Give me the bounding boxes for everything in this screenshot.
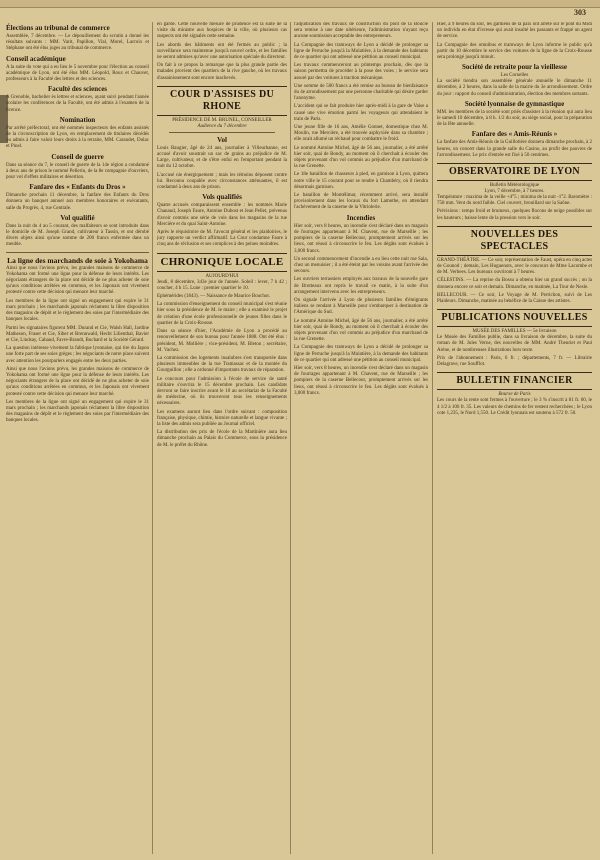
column-4 [437, 22, 592, 854]
article-paragraph: A Grenoble, bachelier ès lettres et sciences, ayant suivi pendant l'année scolaire les conférences de la Faculté, ont été admis à l'examen de la licence. [6, 95, 149, 113]
case-heading: Vols qualifiés [202, 193, 242, 202]
top-margin-strip [0, 0, 600, 8]
article-paragraph: Dans sa séance d'hier, l'Académie de Lyon a procédé au renouvellement de son bureau pour l'année 1888. Ont été élus : président, M. Mollière ; vice-président, M. Bleton ; secrétaire, M. Vachez. [157, 329, 287, 353]
article-paragraph: On signale l'arrivée à Lyon de plusieurs familles d'émigrants italiens se rendant à Marseille pour s'embarquer à destination de l'Amérique du Sud. [294, 297, 428, 316]
article-paragraph: Prix de l'abonnement : Paris, 6 fr. ; départements, 7 fr. — Librairie Delagrave, rue Soufflot. [437, 355, 592, 368]
page-number: 303 [574, 8, 586, 17]
article-paragraph: Prévisions : temps froid et brumeux, quelques flocons de neige possibles sur les hauteurs ; baisse lente de la pression vers le soir. [437, 209, 592, 221]
article-paragraph: BELLECOUR. — Ce soir, Le Voyage de M. Perrichon, suivi de Les Plaideurs. Dimanche, matinée au bénéfice de la Caisse des artistes. [437, 292, 592, 305]
section-title-observatoire: OBSERVATOIRE DE LYON [437, 163, 592, 181]
section-heading: Société lyonnaise de gymnastique [464, 99, 565, 108]
column-3 [294, 22, 428, 854]
article-paragraph: Ainsi que nous l'avions prévu, les grandes maisons de commerce de Yokohama ont formé une ligue pour la défense de leurs intérêts. Les négociants étrangers de la place ont décidé de ne plus acheter de soie qu'aux conditions arrêtées en commun, et les Japonais ont vivement protesté contre cette décision qui menace leur marché. [6, 366, 149, 397]
audience-line: Audience du 7 décembre [197, 123, 247, 129]
section-heading: Vol qualifié [60, 213, 95, 222]
article-paragraph: Parmi les signataires figurent MM. Durand et Cie, Walsh Hall, Jardine Matheson, Fraser et Cie, Siber et Brennwald, Hecht Lilienthal, Bavier et Cie, Lindsay, Cabaud, Favre-Brandt, Buchard et la Société Gérard. [6, 325, 149, 343]
article-paragraph: Les ouvriers terrassiers employés aux travaux de la nouvelle gare de Brotteaux ont repris le travail ce matin, à la suite d'un arrangement intervenu avec les entrepreneurs. [294, 277, 428, 295]
section-title-bulletin-financier: BULLETIN FINANCIER [437, 372, 592, 390]
article-paragraph: CÉLESTINS. — La reprise du Bossu a obtenu hier un grand succès ; on la donnera encore ce soir et demain. Dimanche, en matinée, La Tour de Nesle. [437, 278, 592, 290]
article-paragraph: La distribution des prix de l'école de la Martinière aura lieu dimanche prochain au Palais du Commerce, sous la présidence de M. le préfet du Rhône. [157, 430, 287, 448]
article-paragraph: La Compagnie des tramways de Lyon a décidé de prolonger sa ligne de Perrache jusqu'à la Mulatière, à la demande des habitants de ce quartier qui ont adressé une pétition au conseil municipal. [294, 345, 428, 363]
today-heading: AUJOURD'HUI [205, 273, 239, 279]
article-paragraph: Hier, à 9 heures du soir, les gardiens de la paix ont arrêté sur le pont du Midi un individu en état d'ivresse qui avait insulté les passants et frappé un agent de service. [437, 22, 592, 40]
section-heading: Société de retraite pour la vieillesse [462, 63, 567, 72]
article-paragraph: A la suite du vote qui a eu lieu le 5 novembre pour l'élection au conseil académique de Lyon, ont été élus MM. Léopold, Roux et Chauvet, professeurs à la Faculté des lettres et des sciences. [6, 64, 149, 83]
article-paragraph: Le concours pour l'admission à l'école de service de santé militaire s'ouvrira le 15 décembre prochain. Les candidats devront se faire inscrire avant le 10 au secrétariat de la Faculté de médecine, où ils trouveront tous les renseignements nécessaires. [157, 376, 287, 407]
article-paragraph: MM. les membres de la société sont priés d'assister à la réunion qui aura lieu le samedi 10 décembre, à 8 h. 1/2 du soir, au siège social, pour la préparation de la fête annuelle. [437, 109, 592, 128]
section-heading: Fanfare des « Amis-Réunis » [471, 130, 558, 139]
article-paragraph: Les travaux commenceront au printemps prochain, dès que la saison permettra de procéder à la pose des voies ; le service sera assuré par des voitures à traction mécanique. [294, 63, 428, 81]
section-title-spectacles: NOUVELLES DES SPECTACLES [437, 226, 592, 256]
article-paragraph: La Compagnie des tramways de Lyon a décidé de prolonger sa ligne de Perrache jusqu'à la Mulatière, à la demande des habitants de ce quartier qui ont adressé une pétition au conseil municipal. [294, 42, 428, 61]
section-subheading: Les Cornelles [500, 73, 529, 79]
divider [169, 132, 275, 133]
article-paragraph: Quatre accusés comparaissent ensemble : les nommés Marie Chanaud, Joseph Faure, Antoine Dubost et Jean Pellet, prévenus d'avoir commis une série de vols dans les magasins de la rue Mercière et du quai Saint-Antoine. [157, 203, 287, 227]
section-heading: Incendies [346, 213, 376, 222]
section-heading: Nomination [59, 115, 96, 124]
article-paragraph: Après le réquisitoire de M. l'avocat général et les plaidoiries, le jury rapporte un verdict affirmatif. La Cour condamne Faure à cinq ans de réclusion et ses complices à des peines moindres. [157, 230, 287, 248]
article-paragraph: On fait à ce propos la remarque que la plus grande partie des malades provient des quartiers de la rive gauche, où les travaux d'assainissement sont encore inachevés. [157, 63, 287, 81]
financial-subtitle: Bourse de Paris [498, 392, 531, 398]
article-paragraph: L'accident qui se fait produire hier après-midi à la gare de Vaise a causé une vive émotion parmi les voyageurs qui attendaient le train de Paris. [294, 104, 428, 122]
article-paragraph: Le 18e bataillon de chasseurs à pied, en garnison à Lyon, quittera notre ville le 15 courant pour se rendre à Chambéry, où il tiendra désormais garnison. [294, 172, 428, 190]
article-paragraph: GRAND-THÉÂTRE. — Ce soir, représentation de Faust, opéra en cinq actes de Gounod ; demain, Les Huguenots, avec le concours de Mme Lacombe et de M. Verhees. Les bureaux ouvriront à 7 heures. [437, 257, 592, 276]
presidency-line: PRÉSIDENCE DE M. BRUNEL, CONSEILLER [172, 117, 272, 123]
article-paragraph: Le bataillon de Montélimar, récemment arrivé, sera installé provisoirement dans les locaux du fort Lamothe, en attendant l'achèvement de la caserne de la Vitriolerie. [294, 193, 428, 211]
section-heading: Conseil académique [6, 54, 66, 63]
section-heading: Faculté des sciences [47, 85, 108, 94]
article-paragraph: La question intéresse vivement la fabrique lyonnaise, qui tire du Japon une forte part de ses soies grèges ; les négociants de notre place suivent avec attention les pourparlers engagés entre les deux parties. [6, 346, 149, 364]
column-1 [6, 22, 149, 854]
article-paragraph: Un second commencement d'incendie a eu lieu cette nuit rue Sala, chez un menuisier ; il a été éteint par les voisins avant l'arrivée des secours. [294, 256, 428, 275]
section-title-chronique-locale: CHRONIQUE LOCALE [157, 253, 287, 272]
column-2 [157, 22, 287, 854]
article-paragraph: La Compagnie des omnibus et tramways de Lyon informe le public qu'à partir du 10 décembre le service des voitures de la ligne de la Croix-Rousse sera prolongé jusqu'à minuit. [437, 42, 592, 61]
article-paragraph: La fanfare des Amis-Réunis de la Guillotière donnera dimanche prochain, à 2 heures, un concert dans la grande salle du Casino, au profit des pauvres de l'arrondissement. Le prix d'entrée est fixé à 50 centimes. [437, 140, 592, 158]
article-paragraph: l'adjudication des travaux de construction du pont de la Boucle sera remise à une date ultérieure, l'administration n'ayant reçu aucune soumission acceptable des entrepreneurs. [294, 22, 428, 40]
column-rule [152, 22, 153, 854]
article-paragraph: Louis Baugier, âgé de 24 ans, journalier à Villeurbanne, est accusé d'avoir soustrait un sac de grains au préjudice de M. Large, cultivateur, et de s'être enfui en l'emportant pendant la nuit du 12 octobre. [157, 145, 287, 170]
article-paragraph: Les membres de la ligue ont signé un engagement qui expire le 31 mars prochain ; les marchands japonais réclament la libre disposition des magasins de dépôt et le règlement des soies par l'intermédiaire des banques locales. [6, 298, 149, 323]
article-paragraph: L'accusé nie énergiquement ; mais les témoins déposent contre lui. Reconnu coupable avec circonstances atténuantes, il est condamné à deux ans de prison. [157, 172, 287, 191]
section-title-cour-assises: COUR D'ASSISES DU RHONE [157, 86, 287, 116]
article-paragraph: Hier soir, vers 8 heures, un incendie s'est déclaré dans un magasin de fourrages appartenant à M. Chavent, rue de Marseille ; les pompiers de la caserne Bellecour, promptement arrivés sur les lieux, ont réussi à circonscrire le feu. Les dégâts sont évalués à 3,000 francs. [294, 223, 428, 254]
article-paragraph: Dans sa séance du 7, le conseil de guerre de la 14e région a condamné à deux ans de prison le nommé Pellerin, de la 8e compagnie d'ouvriers, pour vol d'effets militaires et désertion. [6, 162, 149, 181]
article-paragraph: Assemblée, 7 décembre. — Le dépouillement du scrutin a donné les résultats suivants : MM. Varit, Papillon, Vial, Morel, Lacroix et Stéphane ont été élus juges au tribunal de commerce. [6, 34, 149, 52]
article-paragraph: Les membres de la ligue ont signé un engagement qui expire le 31 mars prochain ; les marchands japonais réclament la libre disposition des magasins de dépôt et le règlement des soies par l'intermédiaire des banques locales. [6, 399, 149, 424]
article-paragraph: Jeudi, 8 décembre, 343e jour de l'année. Soleil : lever, 7 h 42 ; coucher, 4 h 15. Lune : premier quartier le 10. [157, 279, 287, 291]
article-paragraph: La société tiendra son assemblée générale annuelle le dimanche 11 décembre, à 2 heures, dans la salle de la mairie du 3e arrondissement. Ordre du jour : rapport du conseil d'administration, élection des membres sortants. [437, 79, 592, 97]
article-paragraph: Une somme de 500 francs a été remise au bureau de bienfaisance du 4e arrondissement par une personne charitable qui désire garder l'anonyme. [294, 83, 428, 102]
section-heading: Fanfare des « Enfants du Dros » [29, 183, 126, 192]
article-paragraph: en garde. Cette nouvelle mesure de prudence est la suite de la visite du ministre aux hospices de la ville, où plusieurs cas suspects ont été signalés cette semaine. [157, 22, 287, 40]
case-heading: Vol [217, 135, 227, 144]
article-paragraph: Le nommé Antoine Michel, âgé de 56 ans, journalier, a été arrêté hier soir, quai de Bondy, au moment où il cherchait à écouler des objets provenant d'un vol commis au préjudice d'un marchand de la rue Grenette. [294, 145, 428, 170]
bulletin-date: Lyon, 7 décembre, à 7 heures. [484, 189, 545, 195]
article-paragraph: Les abords des bâtiments ont été fermés au public ; la surveillance sera maintenue jusqu'à nouvel ordre, et les familles ne seront admises qu'avec une autorisation spéciale du directeur. [157, 42, 287, 61]
article-paragraph: Par arrêté préfectoral, ont été nommés inspecteurs des enfants assistés de la circonscription de Lyon, en remplacement de titulaires décédés ou admis à faire valoir leurs droits à la retraite, MM. Carandet, Dulac et Pinel. [6, 125, 149, 150]
article-paragraph: Les examens auront lieu dans l'ordre suivant : composition française, physique, chimie, histoire naturelle et langue vivante ; la liste des admis sera publiée au Journal officiel. [157, 409, 287, 427]
column-rule [432, 22, 433, 854]
article-paragraph: Dimanche prochain 11 décembre, la fanfare des Enfants du Dros donnera un banquet annuel aux membres honoraires et exécutants, salle du Progrès, 4, rue Centrale. [6, 193, 149, 211]
article-paragraph: Dans la nuit du 4 au 5 courant, des malfaiteurs se sont introduits dans le domicile de M. Joseph Grand, cultivateur à Tassin, et ont dérobé divers objets ainsi qu'une somme de 200 francs enfermée dans un meuble. [6, 223, 149, 248]
publication-subtitle: MUSÉE DES FAMILLES — 5e livraison [472, 329, 557, 335]
article-paragraph: Le Musée des Familles publie, dans sa livraison de décembre, la suite du roman de M. Jules Verne, des nouvelles de MM. André Theuriet et Paul Arène, et de nombreuses illustrations hors texte. [437, 335, 592, 353]
article-paragraph: La commission des logements insalubres s'est transportée dans plusieurs immeubles de la rue Tramassac et de la montée du Gourguillon ; elle a ordonné d'importants travaux de réparation. [157, 355, 287, 374]
bulletin-subtitle: Bulletin Météorologique [489, 183, 540, 189]
column-rule [290, 22, 291, 854]
article-paragraph: Hier soir, vers 8 heures, un incendie s'est déclaré dans un magasin de fourrages appartenant à M. Chavent, rue de Marseille ; les pompiers de la caserne Bellecour, promptement arrivés sur les lieux, ont réussi à circonscrire le feu. Les dégâts sont évalués à 3,000 francs. [294, 365, 428, 396]
section-heading: Élections au tribunal de commerce [6, 24, 110, 32]
article-paragraph: Ainsi que nous l'avions prévu, les grandes maisons de commerce de Yokohama ont formé une ligue pour la défense de leurs intérêts. Les négociants étrangers de la place ont décidé de ne plus acheter de soie qu'aux conditions arrêtées en commun, et les Japonais ont vivement protesté contre cette décision qui menace leur marché. [6, 265, 149, 296]
article-paragraph: Température : maxima de la veille +4°5 ; minima de la nuit -1°2. Baromètre : 758 mm. Vent du nord faible. Ciel couvert, brouillard sur la Saône. [437, 195, 592, 207]
divider [6, 252, 149, 253]
article-paragraph: Le nommé Antoine Michel, âgé de 56 ans, journalier, a été arrêté hier soir, quai de Bondy, au moment où il cherchait à écouler des objets provenant d'un vol commis au préjudice d'un marchand de la rue Grenette. [294, 318, 428, 343]
section-title-publications: PUBLICATIONS NOUVELLES [437, 309, 592, 327]
article-paragraph: La commission d'enseignement du conseil municipal s'est réunie hier sous la présidence de M. le maire ; elle a examiné le projet de création d'une école professionnelle de jeunes filles dans le quartier de la Croix-Rousse. [157, 302, 287, 326]
section-heading: La ligne des marchands de soie à Yokohama [7, 255, 148, 265]
article-paragraph: Une jeune fille de 16 ans, Amélie Gonnet, domestique chez M. Moulin, rue Mercière, a été trouvée asphyxiée dans sa chambre ; elle avait allumé un réchaud pour combattre le froid. [294, 125, 428, 143]
section-heading: Conseil de guerre [51, 152, 104, 161]
article-paragraph: Ephémérides (1843). — Naissance de Maurice Bouchor. [157, 294, 271, 300]
article-paragraph: Les cours de la rente sont fermes à l'ouverture ; le 3 % s'inscrit à 81 fr. 60, le 4 1/2 à 106 fr. 35. Les valeurs de chemins de fer restent recherchées ; le Lyon cote 1,235, le Nord 1,550. Le Crédit lyonnais est soutenu à 572 fr. 50. [437, 398, 592, 416]
